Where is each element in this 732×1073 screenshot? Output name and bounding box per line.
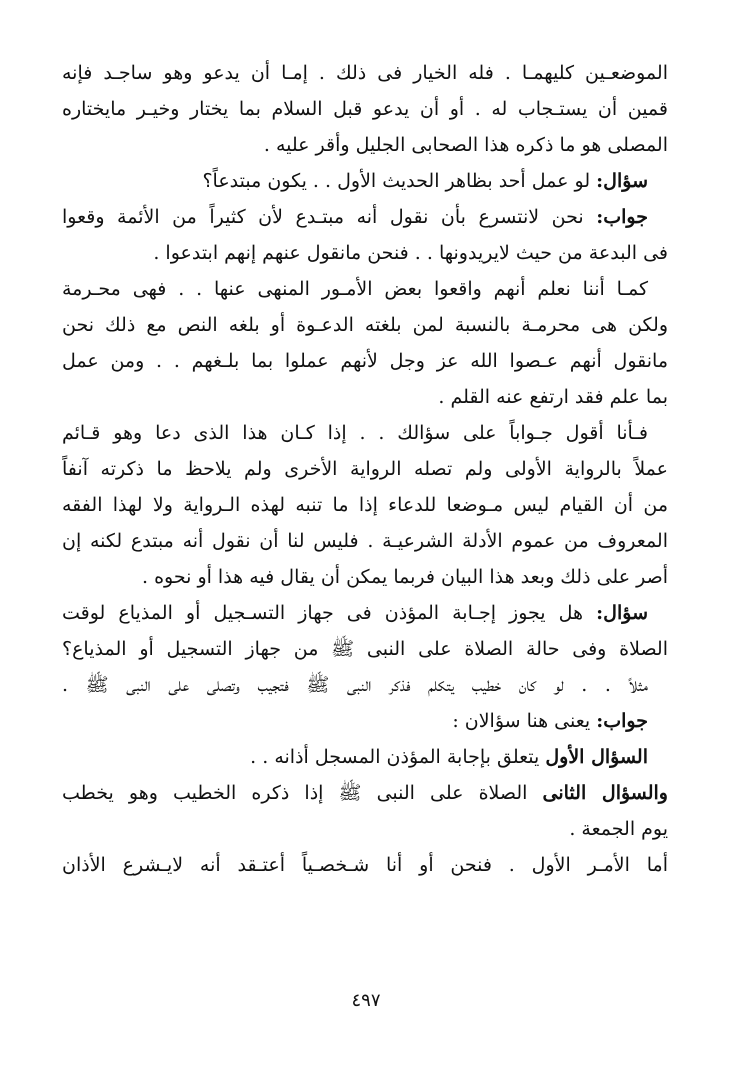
line-text: بما علم فقد ارتفع عنه القلم . <box>438 386 668 408</box>
text-line-10 <box>62 379 668 415</box>
text-line-9 <box>62 343 668 379</box>
page-number: ٤٩٧ <box>351 990 381 1011</box>
answer-label: جواب: <box>596 206 648 228</box>
text-line-14 <box>62 523 668 559</box>
line-text: ولكن هى محرمـة بالنسبة لمن بلغته الدعـوة أو بلغه النص مع ذلك نحن <box>62 314 668 336</box>
text-line-2 <box>62 91 668 127</box>
line-text: من أن القيام ليس مـوضعا للدعاء إذا ما تنبه لهذه الـرواية ولا لهذا الفقه <box>62 494 668 516</box>
text-line-23 <box>62 847 668 883</box>
line-text: الصلاة على النبى ﷺ إذا ذكره الخطيب وهو يخطب <box>62 782 528 804</box>
line-text: الموضعـين كليهمـا . فله الخيار فى ذلك . إمـا أن يدعو وهو ساجـد فإنه <box>62 62 668 84</box>
first-question-label: السؤال الأول <box>545 746 648 768</box>
text-line-8 <box>62 307 668 343</box>
line-text: المصلى هو ما ذكره هذا الصحابى الجليل وأقر عليه . <box>263 134 668 156</box>
first-question-line <box>62 739 668 775</box>
line-text: عملاً بالرواية الأولى ولم تصله الرواية الأخرى ولم يلاحظ ما ذكرته آنفاً <box>62 458 668 480</box>
question-label: سؤال: <box>596 170 648 192</box>
answer-label: جواب: <box>596 710 648 732</box>
answer-line-1 <box>62 199 668 235</box>
text-line-6 <box>62 235 668 271</box>
line-text: مثلاً . . لو كان خطيب يتكلم فذكر النبى ﷺ فتجيب وتصلى على النبى ﷺ . <box>62 674 648 696</box>
line-text: هل يجوز إجـابة المؤذن فى جهاز التسـجيل أو المذياع لوقت <box>62 602 584 624</box>
text-line-13 <box>62 487 668 523</box>
line-text: لو عمل أحد بظاهر الحديث الأول . . يكون مبتدعاً؟ <box>202 170 591 192</box>
line-text: أما الأمـر الأول . فنحن أو أنا شـخصـياً أعتـقد أنه لايـشرع الأذان <box>62 854 668 876</box>
question-line-2 <box>62 595 668 631</box>
line-text: يعنى هنا سؤالان : <box>452 710 591 732</box>
page-body <box>62 55 668 883</box>
text-line-1 <box>62 55 668 91</box>
line-text: فى البدعة من حيث لايريدونها . . فنحن مانقول عنهم إنهم ابتدعوا . <box>153 242 668 264</box>
second-question-line <box>62 775 668 811</box>
question-line-1 <box>62 163 668 199</box>
line-text: نحن لانتسرع بأن نقول أنه مبتـدع لأن كثيراً من الأئمة وقعوا <box>62 206 584 228</box>
question-label: سؤال: <box>596 602 648 624</box>
text-line-3 <box>62 127 668 163</box>
second-question-label: والسؤال الثانى <box>542 782 668 804</box>
text-line-15 <box>62 559 668 595</box>
text-line-17 <box>62 631 668 667</box>
line-text: قمين أن يستـجاب له . أو أن يدعو قبل السلام بما يختار وخيـر مايختاره <box>62 98 668 120</box>
line-text: أصر على ذلك وبعد هذا البيان فربما يمكن أن يقال فيه هذا أو نحوه . <box>142 566 668 588</box>
line-text: مانقول أنهم عـصوا الله عز وجل لأنهم عملوا بما بلـغهم . . ومن عمل <box>62 350 668 372</box>
answer-line-2 <box>62 703 668 739</box>
line-text: يتعلق بإجابة المؤذن المسجل أذانه . . <box>250 746 540 768</box>
line-text: المعروف من عموم الأدلة الشرعيـة . فليس لنا أن نقول أنه مبتدع لكنه إن <box>62 530 668 552</box>
text-line-7 <box>62 271 668 307</box>
line-text: يوم الجمعة . <box>569 818 668 840</box>
text-line-12 <box>62 451 668 487</box>
text-line-18 <box>62 667 668 703</box>
text-line-22 <box>62 811 668 847</box>
line-text: كمـا أننا نعلم أنهم واقعوا بعض الأمـور المنهى عنها . . فهى محـرمة <box>62 278 648 300</box>
line-text: فـأنا أقول جـواباً على سؤالك . . إذا كـان هذا الذى دعا وهو قـائم <box>62 422 648 444</box>
line-text: الصلاة وفى حالة الصلاة على النبى ﷺ من جهاز التسجيل أو المذياع؟ <box>62 638 668 660</box>
text-line-11 <box>62 415 668 451</box>
